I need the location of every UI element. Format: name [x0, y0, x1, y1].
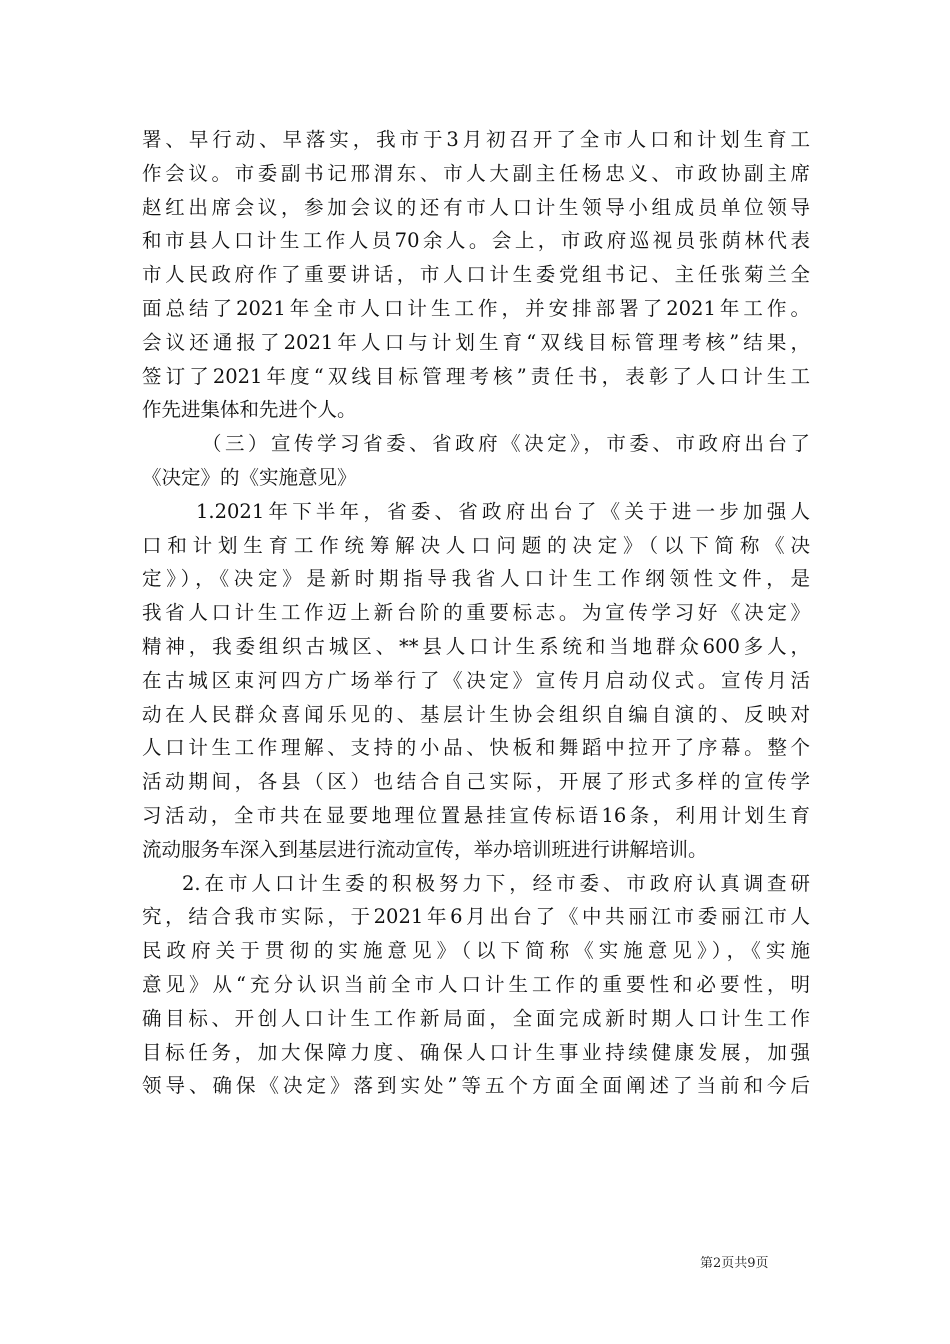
paragraph-item-2	[142, 867, 810, 1104]
text-line: 活动期间，各县（区）也结合自己实际，开展了形式多样的宣传学	[142, 770, 810, 794]
text-line: 市人民政府作了重要讲话，市人口计生委党组书记、主任张菊兰全	[142, 263, 810, 287]
text-line: 赵红出席会议，参加会议的还有市人口计生领导小组成员单位领导	[142, 195, 810, 219]
text-line: 流动服务车深入到基层进行流动宣传，举办培训班进行讲解培训。	[142, 837, 708, 861]
text-line: 面总结了2021年全市人口计生工作，并安排部署了2021年工作。	[142, 296, 810, 320]
document-body	[142, 123, 810, 1103]
heading-line: 《决定》的《实施意见》	[142, 465, 357, 489]
heading-line: （三）宣传学习省委、省政府《决定》，市委、市政府出台了	[202, 432, 810, 456]
page-number-footer: 第2页共9页	[700, 1256, 769, 1271]
text-line: 人口计生工作理解、支持的小品、快板和舞蹈中拉开了序幕。整个	[142, 736, 810, 760]
text-line: 习活动，全市共在显要地理位置悬挂宣传标语16条，利用计划生育	[142, 803, 810, 827]
text-line: 动在人民群众喜闻乐见的、基层计生协会组织自编自演的、反映对	[142, 702, 810, 726]
text-line: 会议还通报了2021年人口与计划生育“双线目标管理考核”结果，	[142, 330, 810, 354]
text-line: 口和计划生育工作统筹解决人口问题的决定》（以下简称《决	[142, 533, 810, 557]
text-line: 2.在市人口计生委的积极努力下，经市委、市政府认真调查研	[182, 871, 810, 895]
text-line: 领导、确保《决定》落到实处”等五个方面全面阐述了当前和今后	[142, 1074, 810, 1098]
text-line: 精神，我委组织古城区、**县人口计生系统和当地群众600多人，	[142, 634, 810, 658]
text-line: 在古城区束河四方广场举行了《决定》宣传月启动仪式。宣传月活	[142, 668, 810, 692]
text-line: 民政府关于贯彻的实施意见》（以下简称《实施意见》），《实施	[142, 939, 810, 963]
text-line: 1.2021年下半年，省委、省政府出台了《关于进一步加强人	[196, 499, 810, 523]
text-line: 作先进集体和先进个人。	[142, 398, 357, 422]
text-line: 定》），《决定》是新时期指导我省人口计生工作纲领性文件，是	[142, 567, 810, 591]
text-line: 究，结合我市实际，于2021年6月出台了《中共丽江市委丽江市人	[142, 905, 810, 929]
text-line: 确目标、开创人口计生工作新局面，全面完成新时期人口计生工作	[142, 1006, 810, 1030]
section-heading-three	[142, 427, 810, 495]
text-line: 签订了2021年度“双线目标管理考核”责任书，表彰了人口计生工	[142, 364, 810, 388]
text-line: 和市县人口计生工作人员70余人。会上，市政府巡视员张荫林代表	[142, 229, 810, 253]
text-line: 作会议。市委副书记邢渭东、市人大副主任杨忠义、市政协副主席	[142, 161, 810, 185]
text-line: 署、早行动、早落实，我市于3月初召开了全市人口和计划生育工	[142, 128, 810, 151]
text-line: 我省人口计生工作迈上新台阶的重要标志。为宣传学习好《决定》	[142, 601, 810, 625]
paragraph-meeting	[142, 123, 810, 427]
paragraph-item-1	[142, 495, 810, 867]
text-line: 意见》从“充分认识当前全市人口计生工作的重要性和必要性，明	[142, 972, 810, 996]
text-line: 目标任务，加大保障力度、确保人口计生事业持续健康发展，加强	[142, 1040, 810, 1064]
